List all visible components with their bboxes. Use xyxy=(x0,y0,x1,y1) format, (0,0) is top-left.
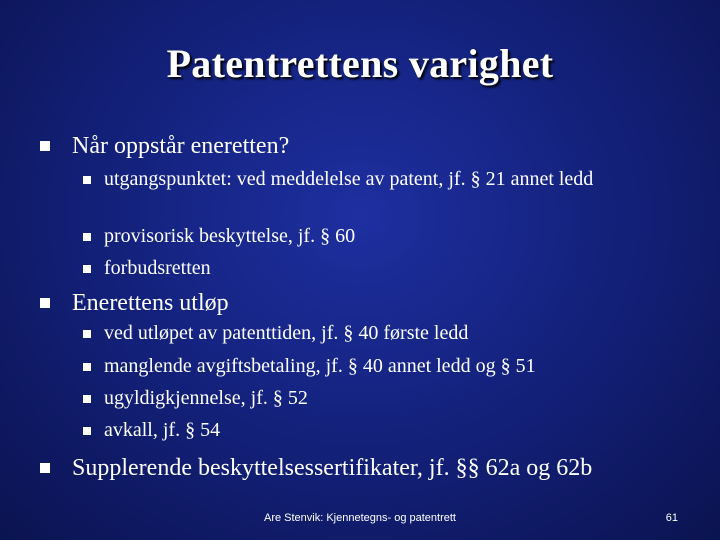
bullet-text: utgangspunktet: ved meddelelse av patent, jf. § 21 annet ledd xyxy=(104,168,594,190)
bullet-text: ugyldigkjennelse, jf. § 52 xyxy=(104,387,308,409)
square-bullet-icon xyxy=(83,363,91,371)
slide-title: Patentrettens varighet xyxy=(166,41,554,86)
bullet-text: Enerettens utløp xyxy=(72,290,229,316)
bullet-text: avkall, jf. § 54 xyxy=(104,419,221,441)
bullet-text: ved utløpet av patenttiden, jf. § 40 første ledd xyxy=(104,322,469,344)
square-bullet-icon xyxy=(40,141,50,151)
square-bullet-icon xyxy=(83,176,91,184)
bullet-text: forbudsretten xyxy=(104,257,211,279)
square-bullet-icon xyxy=(40,463,50,473)
bullet-text: provisorisk beskyttelse, jf. § 60 xyxy=(104,225,356,247)
bullet-text: Supplerende beskyttelsessertifikater, jf. §§ 62a og 62b xyxy=(72,455,593,481)
page-number: 61 xyxy=(665,512,678,524)
square-bullet-icon xyxy=(83,330,91,338)
square-bullet-icon xyxy=(83,233,91,241)
bullet-text: Når oppstår eneretten? xyxy=(72,133,290,159)
bullet-text: manglende avgiftsbetaling, jf. § 40 annet ledd og § 51 xyxy=(104,355,536,377)
square-bullet-icon xyxy=(83,427,91,435)
square-bullet-icon xyxy=(40,298,50,308)
square-bullet-icon xyxy=(83,395,91,403)
square-bullet-icon xyxy=(83,265,91,273)
slide-footer: Are Stenvik: Kjennetegns- og patentrett xyxy=(263,512,456,524)
